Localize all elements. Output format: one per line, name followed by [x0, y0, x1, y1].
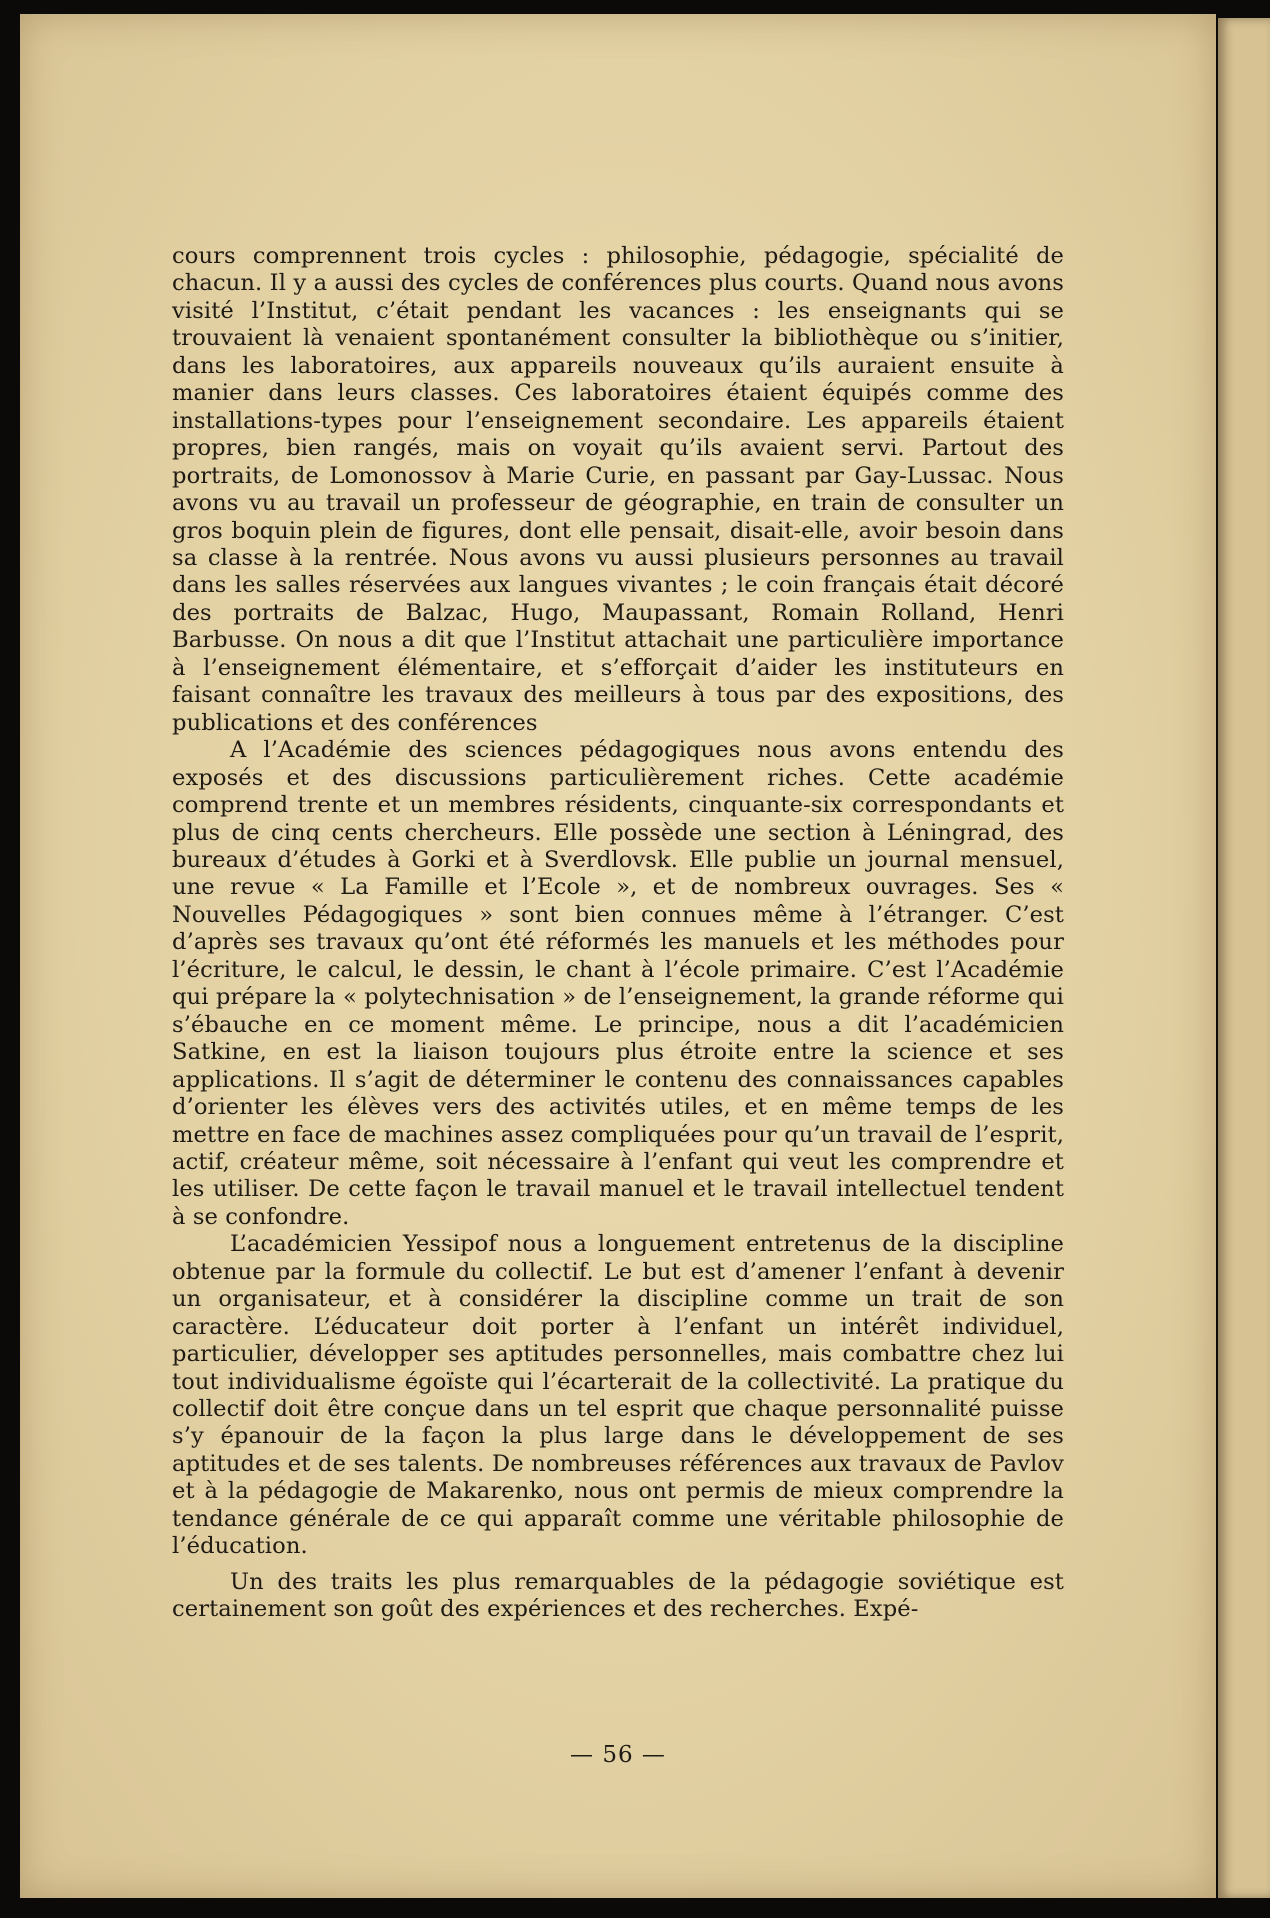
adjacent-page-edge — [1218, 18, 1270, 1898]
book-page — [20, 14, 1216, 1898]
body-text — [172, 243, 1064, 1624]
paragraph-academie: A l’Académie des sciences pédagogiques nous avons entendu des exposés et des discussions particulièrement riches. Cette académie comprend trente et un membres résidents, cinquante-six correspondants et plus de cinq cents chercheurs. Elle possède une section à Léningrad, des bureaux d’études à Gorki et à Sverdlovsk. Elle publie un journal mensuel, une revue « La Famille et l’Ecole », et de nombreux ouvrages. Ses « Nouvelles Pédagogiques » sont bien connues même à l’étranger. C’est d’après ses travaux qu’ont été réformés les manuels et les méthodes pour l’écriture, le calcul, le dessin, le chant à l’école primaire. C’est l’Académie qui prépare la « polytechnisation » de l’enseignement, la grande réforme qui s’ébauche en ce moment même. Le principe, nous a dit l’académicien Satkine, en est la liaison toujours plus étroite entre la science et ses applications. Il s’agit de déterminer le contenu des connaissances capables d’orienter les élèves vers des activités utiles, et en même temps de les mettre en face de machines assez compliquées pour qu’un travail de l’esprit, actif, créateur même, soit nécessaire à l’enfant qui veut les comprendre et les utiliser. De cette façon le travail manuel et le travail intellectuel tendent à se confondre. — [172, 737, 1064, 1230]
page-number: — 56 — — [570, 1742, 666, 1768]
paragraph-institut: cours comprennent trois cycles : philosophie, pédagogie, spécialité de chacun. Il y a aussi des cycles de conférences plus courts. Quand nous avons visité l’Institut, c’était pendant les vacances : les enseignants qui se trouvaient là venaient spontanément consulter la bibliothèque ou s’initier, dans les laboratoires, aux appareils nouveaux qu’ils auraient ensuite à manier dans leurs classes. Ces laboratoires étaient équipés comme des installations-types pour l’enseignement secondaire. Les appareils étaient propres, bien rangés, mais on voyait qu’ils avaient servi. Partout des portraits, de Lomonossov à Marie Curie, en passant par Gay-Lussac. Nous avons vu au travail un professeur de géographie, en train de consulter un gros boquin plein de figures, dont elle pensait, disait-elle, avoir besoin dans sa classe à la rentrée. Nous avons vu aussi plusieurs personnes au travail dans les salles réservées aux langues vivantes ; le coin français était décoré des portraits de Balzac, Hugo, Maupassant, Romain Rolland, Henri Barbusse. On nous a dit que l’Institut attachait une particulière importance à l’enseignement élémentaire, et s’efforçait d’aider les instituteurs en faisant connaître les travaux des meilleurs à tous par des expositions, des publications et des conférences — [172, 243, 1064, 736]
paragraph-yessipof: L’académicien Yessipof nous a longuement entretenus de la discipline obtenue par la formule du collectif. Le but est d’amener l’enfant à devenir un organisateur, et à considérer la discipline comme un trait de son caractère. L’éducateur doit porter à l’enfant un intérêt individuel, particulier, développer ses aptitudes personnelles, mais combattre chez lui tout individualisme égoïste qui l’écarterait de la collectivité. La pratique du collectif doit être conçue dans un tel esprit que chaque personnalité puisse s’y épanouir de la façon la plus large dans le développement de ses aptitudes et de ses talents. De nombreuses références aux travaux de Pavlov et à la pédagogie de Makarenko, nous ont permis de mieux comprendre la tendance générale de ce qui apparaît comme une véritable philosophie de l’éducation. — [172, 1231, 1064, 1560]
paragraph-traits: Un des traits les plus remarquables de la pédagogie soviétique est certainement son goût des expériences et des recherches. Expé- — [172, 1568, 1064, 1623]
